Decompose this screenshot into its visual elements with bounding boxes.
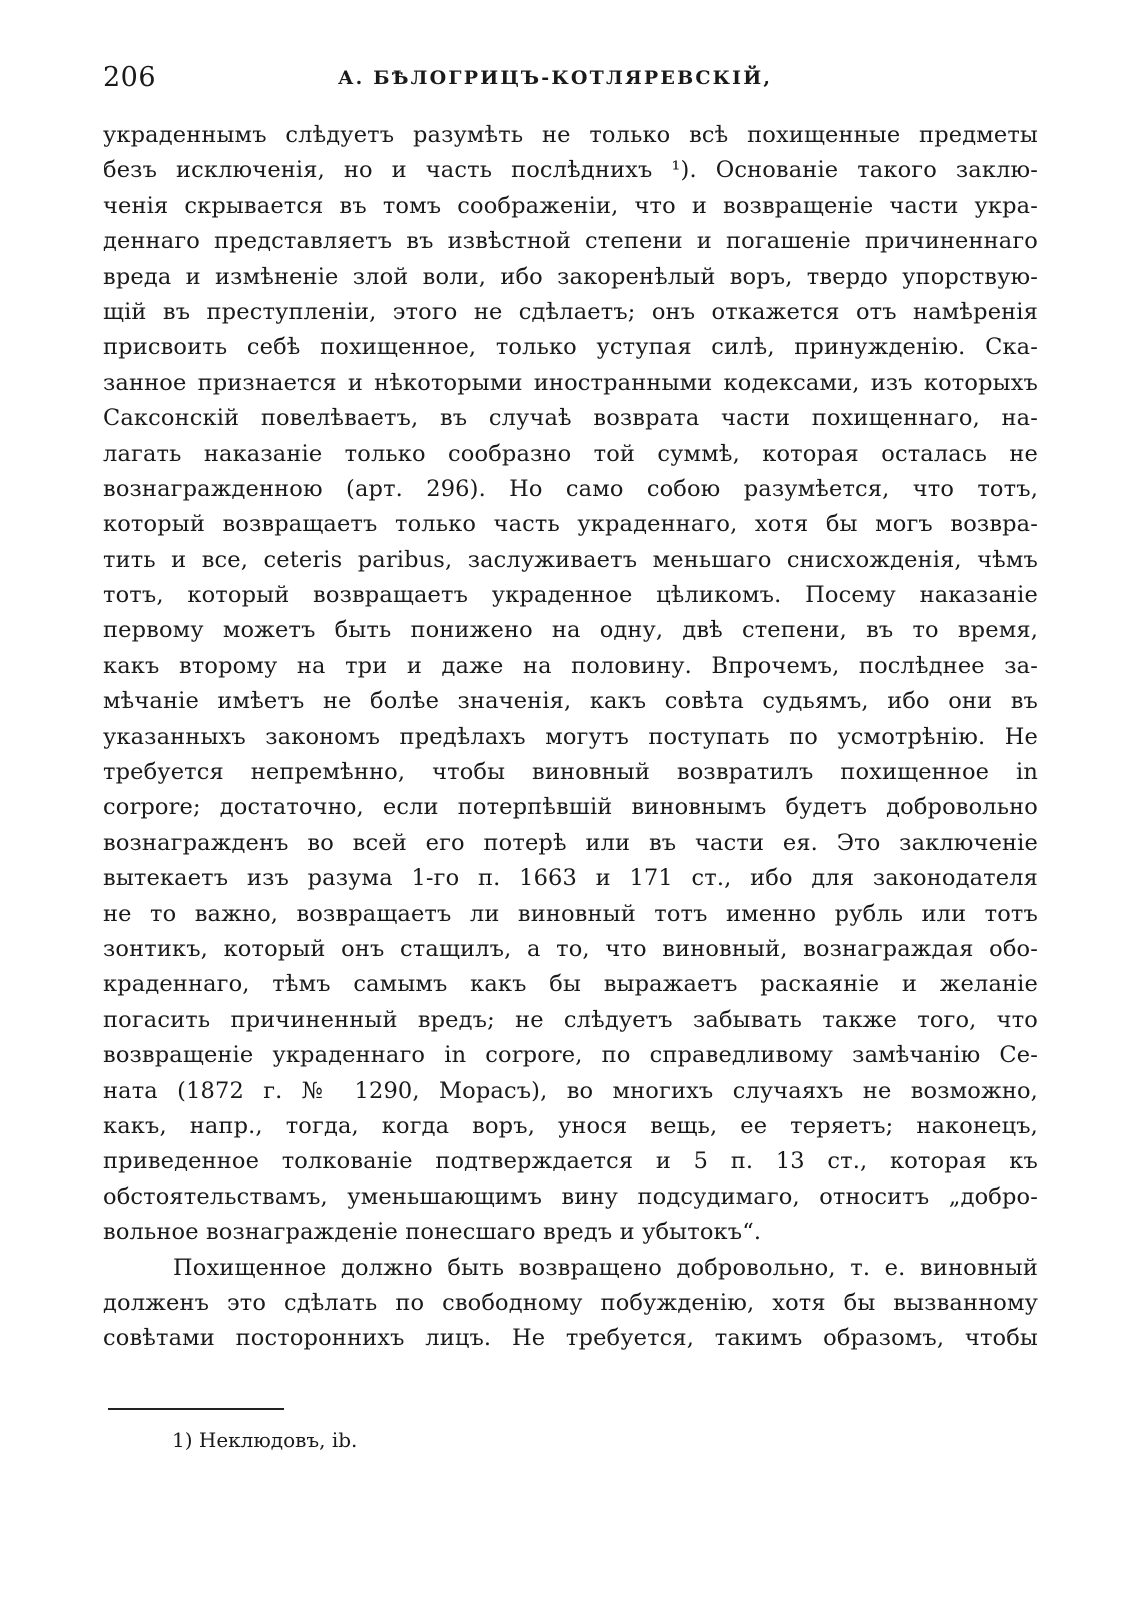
text-line: Саксонскій повелѣваетъ, въ случаѣ возврата части похищеннаго, на-	[103, 405, 1038, 432]
text-line: присвоить себѣ похищенное, только уступая силѣ, принужденію. Ска-	[103, 334, 1038, 361]
text-line: долженъ это сдѣлать по свободному побужденію, хотя бы вызванному	[103, 1289, 1038, 1316]
running-title: А. БѢЛОГРИЦЪ-КОТЛЯРЕВСКІЙ,	[338, 67, 773, 89]
text-line: corpore; достаточно, если потерпѣвшій виновнымъ будетъ добровольно	[103, 794, 1038, 821]
body-text	[103, 118, 1038, 1357]
text-line: безъ исключенія, но и часть послѣднихъ ¹). Основаніе такого заклю-	[103, 157, 1038, 184]
text-line: тотъ, который возвращаетъ украденное цѣликомъ. Посему наказаніе	[103, 582, 1038, 609]
text-line: какъ, напр., тогда, когда воръ, унося вещь, ее теряетъ; наконецъ,	[103, 1112, 1038, 1139]
text-line: вольное вознагражденіе понесшаго вредъ и убытокъ“.	[103, 1219, 762, 1246]
text-line: совѣтами постороннихъ лицъ. Не требуется, такимъ образомъ, чтобы	[103, 1325, 1038, 1352]
text-line: указанныхъ закономъ предѣлахъ могутъ поступать по усмотрѣнію. Не	[103, 723, 1038, 750]
text-line: вреда и измѣненіе злой воли, ибо закоренѣлый воръ, твердо упорствую-	[103, 263, 1038, 290]
text-line: какъ второму на три и даже на половину. Впрочемъ, послѣднее за-	[103, 652, 1038, 679]
text-line: который возвращаетъ только часть украденнаго, хотя бы могъ возвра-	[103, 511, 1038, 538]
text-line: украденнымъ слѣдуетъ разумѣть не только всѣ похищенные предметы	[103, 122, 1038, 148]
text-line: лагать наказаніе только сообразно той суммѣ, которая осталась не	[103, 440, 1038, 467]
text-line: требуется непремѣнно, чтобы виновный возвратилъ похищенное in	[103, 759, 1038, 786]
text-line: мѣчаніе имѣетъ не болѣе значенія, какъ совѣта судьямъ, ибо они въ	[103, 688, 1038, 715]
page-number: 206	[103, 62, 157, 93]
text-line: вознагражденъ во всей его потерѣ или въ части ея. Это заключеніе	[103, 829, 1038, 856]
text-line: зонтикъ, который онъ стащилъ, а то, что виновный, вознаграждая обо-	[103, 935, 1038, 962]
footnote-marker: 1)	[172, 1428, 193, 1452]
text-line: Похищенное должно быть возвращено добровольно, т. е. виновный	[173, 1254, 1038, 1281]
text-line: погасить причиненный вредъ; не слѣдуетъ забывать также того, что	[103, 1006, 1038, 1033]
text-line: вознагражденною (арт. 296). Но само собою разумѣется, что тотъ,	[103, 475, 1038, 502]
text-line: приведенное толкованіе подтверждается и 5 п. 13 ст., которая къ	[103, 1148, 1038, 1175]
text-line: обстоятельствамъ, уменьшающимъ вину подсудимаго, относитъ „добро-	[103, 1183, 1038, 1210]
footnote	[172, 1426, 357, 1454]
text-line: краденнаго, тѣмъ самымъ какъ бы выражаетъ раскаяніе и желаніе	[103, 971, 1038, 998]
text-line: ченія скрывается въ томъ соображеніи, что и возвращеніе части укра-	[103, 192, 1038, 219]
text-line: занное признается и нѣкоторыми иностранными кодексами, изъ которыхъ	[103, 369, 1038, 396]
text-line: ната (1872 г. № 1290, Морасъ), во многихъ случаяхъ не возможно,	[103, 1077, 1038, 1104]
text-line: тить и все, ceteris paribus, заслуживаетъ меньшаго снисхожденія, чѣмъ	[103, 546, 1038, 573]
footnote-text: Неклюдовъ, ib.	[198, 1428, 358, 1452]
text-line: деннаго представляетъ въ извѣстной степени и погашеніе причиненнаго	[103, 228, 1038, 255]
footnote-divider	[108, 1408, 284, 1410]
text-line: первому можетъ быть понижено на одну, двѣ степени, въ то время,	[103, 617, 1038, 644]
text-line: щій въ преступленіи, этого не сдѣлаетъ; онъ откажется отъ намѣренія	[103, 298, 1038, 325]
text-line: не то важно, возвращаетъ ли виновный тотъ именно рубль или тотъ	[103, 900, 1038, 927]
running-head	[103, 62, 1038, 102]
text-line: вытекаетъ изъ разума 1-го п. 1663 и 171 ст., ибо для законодателя	[103, 865, 1038, 892]
text-line: возвращеніе украденнаго in corpore, по справедливому замѣчанію Се-	[103, 1042, 1038, 1069]
